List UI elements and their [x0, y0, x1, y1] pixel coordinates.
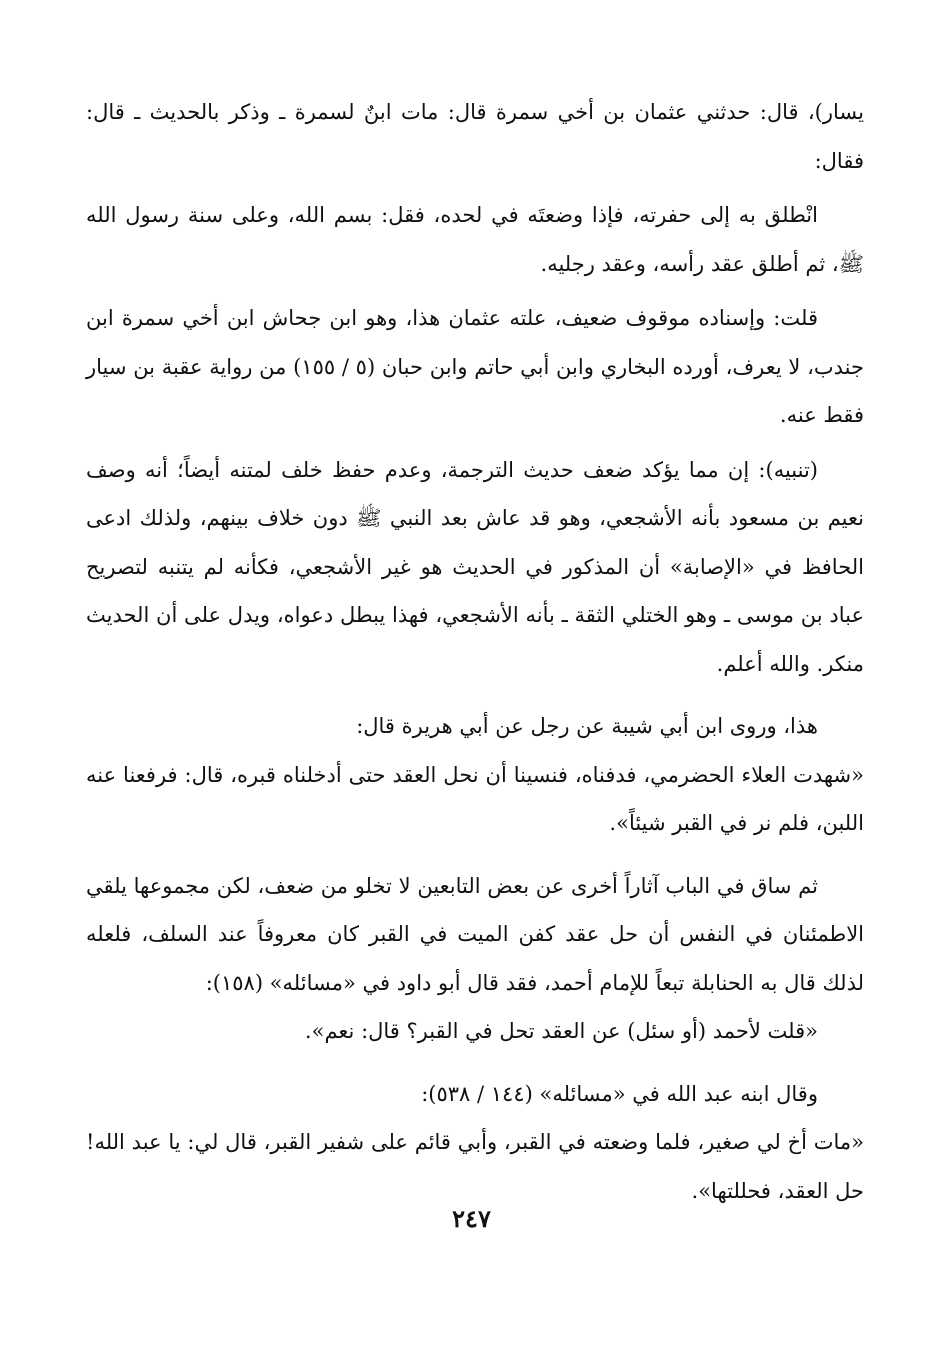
paragraph-tanbih: (تنبيه): إن مما يؤكد ضعف حديث الترجمة، وعدم حفظ خلف لمتنه أيضاً؛ أنه وصف نعيم بن مسعود بأنه الأشجعي، وهو قد عاش بعد النبي ﷺ دون خلاف بينهم، ولذلك ادعى الحافظ في «الإصابة» أن المذكور في الحديث هو غير الأشجعي، فكأنه لم يتنبه لتصريح عباد بن موسى ـ وهو الختلي الثقة ـ بأنه الأشجعي، فهذا يبطل دعواه، ويدل على أن الحديث منكر. والله أعلم. [86, 457, 864, 676]
paragraph-abdullah-masail: وقال ابنه عبد الله في «مسائله» (١٤٤ / ٥٣٨): [421, 1081, 818, 1106]
paragraph-continuation: يسار)، قال: حدثني عثمان بن أخي سمرة قال: مات ابنٌ لسمرة ـ وذكر بالحديث ـ قال: فقال: [86, 100, 864, 173]
paragraph-ibn-abi-shaybah: هذا، وروى ابن أبي شيبة عن رجل عن أبي هريرة قال: [356, 714, 818, 738]
paragraph-athar: ثم ساق في الباب آثاراً أخرى عن بعض التابعين لا تخلو من ضعف، لكن مجموعها يلقي الاطمئنان في النفس أن حل عقد كفن الميت في القبر كان معروفاً عند السلف، فلعله لذلك قال به الحنابلة تبعاً للإمام أحمد، فقد قال أبو داود في «مسائله» (١٥٨): [86, 873, 864, 995]
paragraph-ahmad-quote: «قلت لأحمد (أو سئل) عن العقد تحل في القبر؟ قال: نعم». [304, 1019, 818, 1043]
page-number: ٢٤٧ [452, 1204, 491, 1233]
paragraph-ala-hadrami-quote: «شهدت العلاء الحضرمي، فدفناه، فنسينا أن نحل العقد حتى أدخلناه قبره، قال: فرفعنا عنه اللبن، فلم نر في القبر شيئاً». [86, 762, 864, 835]
paragraph-isnad-comment: قلت: وإسناده موقوف ضعيف، علته عثمان هذا، وهو ابن جحاش ابن أخي سمرة ابن جندب، لا يعرف، أورده البخاري وابن أبي حاتم وابن حبان (٥ / ١٥٥) من رواية عقبة بن سيار فقط عنه. [86, 306, 864, 427]
paragraph-hadith-quote: انْطلق به إلى حفرته، فإذا وضعتَه في لحده، فقل: بسم الله، وعلى سنة رسول الله ﷺ، ثم أطلق عقد رأسه، وعقد رجليه. [86, 203, 864, 276]
paragraph-abdullah-quote: «مات أخ لي صغير، فلما وضعته في القبر، وأبي قائم على شفير القبر، قال لي: يا عبد الله! حل العقد، فحللتها». [86, 1130, 864, 1203]
page-body [86, 88, 864, 1215]
